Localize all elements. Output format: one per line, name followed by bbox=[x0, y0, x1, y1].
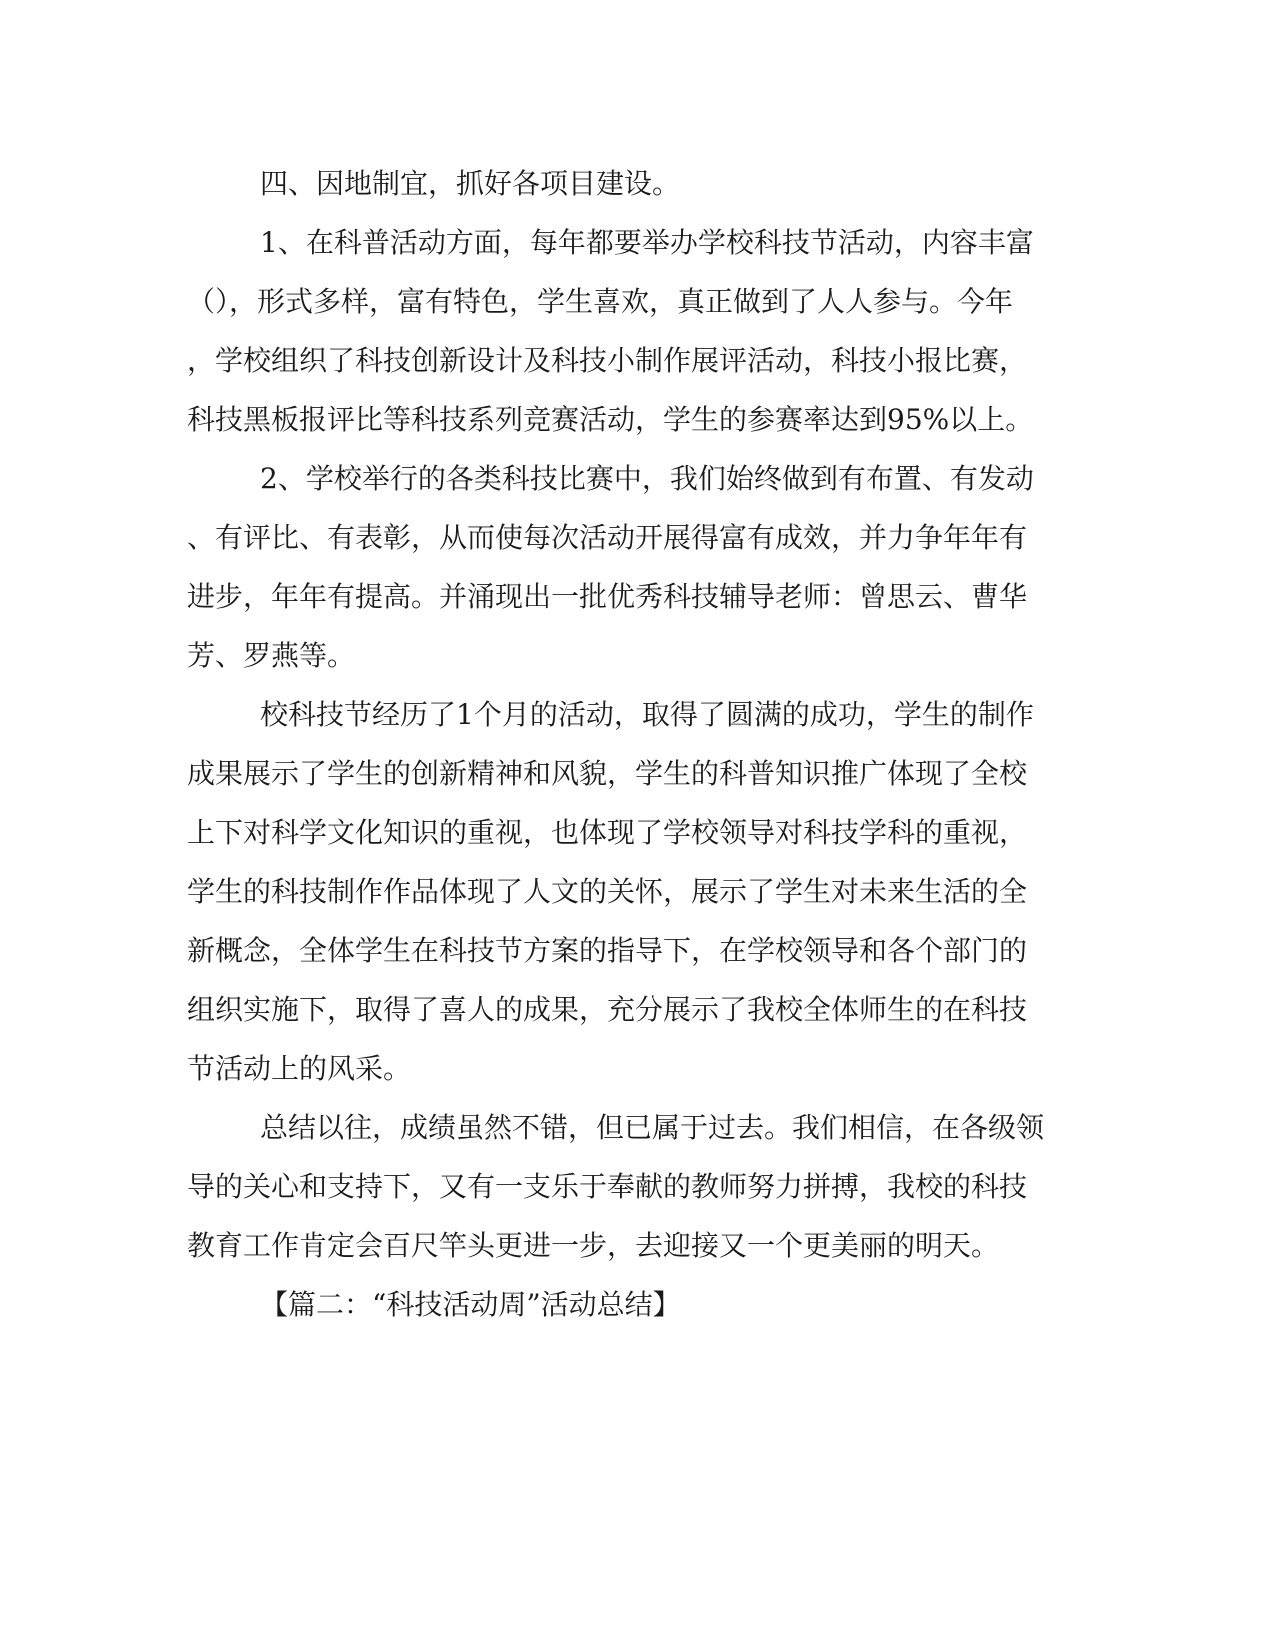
paragraph-3-line-7: 节活动上的风采。 bbox=[187, 1052, 412, 1085]
paragraph-3-line-5: 新概念，全体学生在科技节方案的指导下，在学校领导和各个部门的 bbox=[187, 934, 1028, 967]
section-title-part-2: 【篇二：“科技活动周”活动总结】 bbox=[260, 1288, 681, 1321]
paragraph-3-line-6: 组织实施下，取得了喜人的成果，充分展示了我校全体师生的在科技 bbox=[187, 993, 1028, 1026]
paragraph-1-line-3: ，学校组织了科技创新设计及科技小制作展评活动，科技小报比赛， bbox=[187, 344, 1028, 377]
paragraph-1-line-2: （），形式多样，富有特色，学生喜欢，真正做到了人人参与。今年 bbox=[187, 285, 1014, 318]
section-heading-4: 四、因地制宜，抓好各项目建设。 bbox=[260, 167, 681, 200]
paragraph-2-line-3: 进步，年年有提高。并涌现出一批优秀科技辅导老师：曾思云、曹华 bbox=[187, 580, 1028, 613]
paragraph-1-line-1: 1、在科普活动方面，每年都要举办学校科技节活动，内容丰富 bbox=[260, 226, 1034, 259]
paragraph-2-line-4: 芳、罗燕等。 bbox=[187, 639, 356, 672]
paragraph-3-line-4: 学生的科技制作作品体现了人文的关怀，展示了学生对未来生活的全 bbox=[187, 875, 1028, 908]
paragraph-4-line-2: 导的关心和支持下，又有一支乐于奉献的教师努力拼搏，我校的科技 bbox=[187, 1170, 1028, 1203]
paragraph-2-line-2: 、有评比、有表彰，从而使每次活动开展得富有成效，并力争年年有 bbox=[187, 521, 1028, 554]
paragraph-4-line-3: 教育工作肯定会百尺竿头更进一步，去迎接又一个更美丽的明天。 bbox=[187, 1229, 1000, 1262]
paragraph-1-line-4: 科技黑板报评比等科技系列竞赛活动，学生的参赛率达到95%以上。 bbox=[187, 403, 1034, 436]
paragraph-2-line-1: 2、学校举行的各类科技比赛中，我们始终做到有布置、有发动 bbox=[260, 462, 1034, 495]
paragraph-3-line-2: 成果展示了学生的创新精神和风貌，学生的科普知识推广体现了全校 bbox=[187, 757, 1028, 790]
paragraph-3-line-3: 上下对科学文化知识的重视，也体现了学校领导对科技学科的重视， bbox=[187, 816, 1028, 849]
paragraph-3-line-1: 校科技节经历了1个月的活动，取得了圆满的成功，学生的制作 bbox=[260, 698, 1034, 731]
paragraph-4-line-1: 总结以往，成绩虽然不错，但已属于过去。我们相信，在各级领 bbox=[260, 1111, 1045, 1144]
